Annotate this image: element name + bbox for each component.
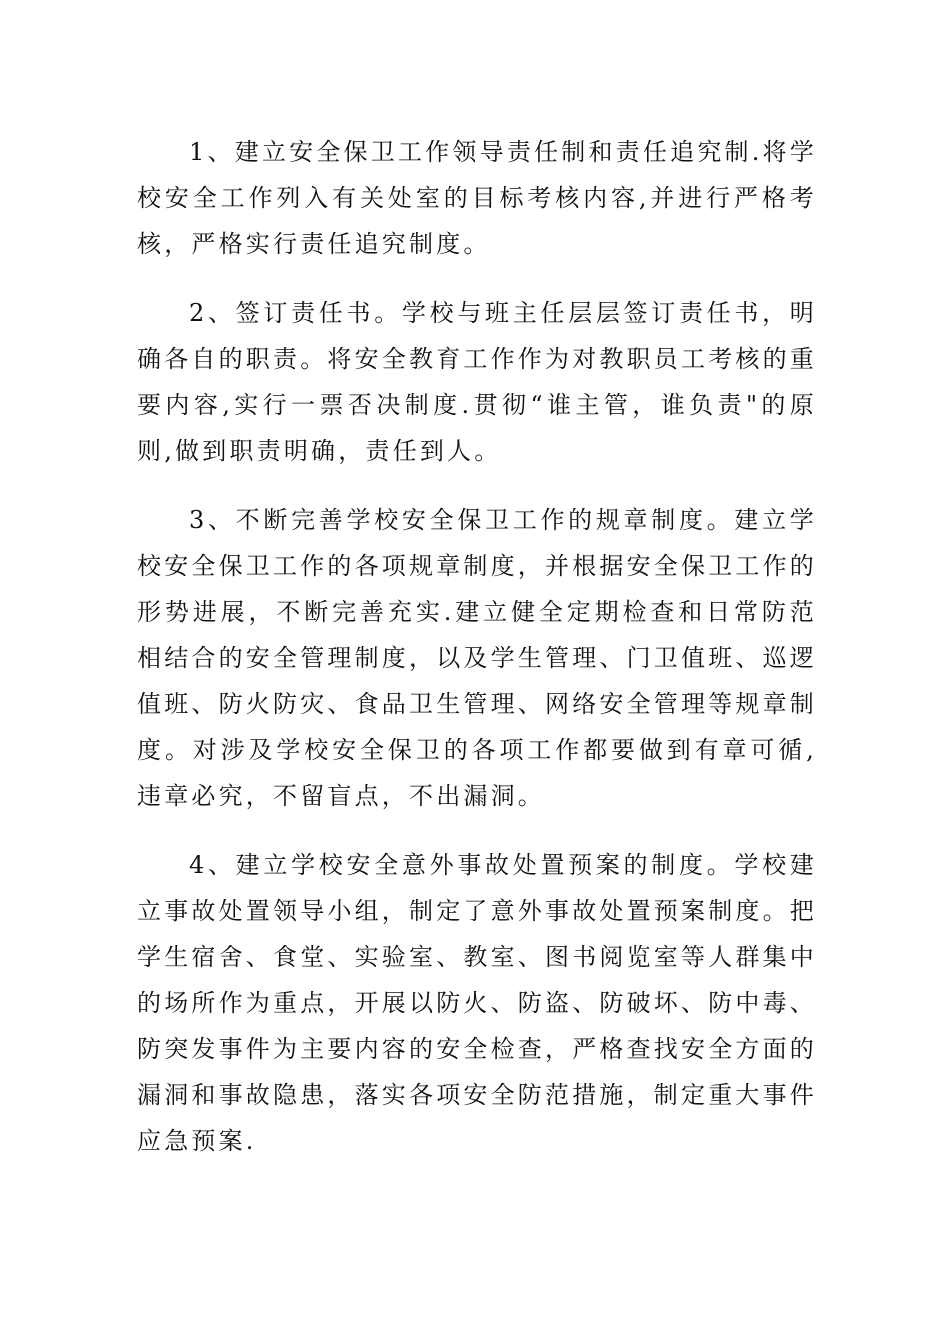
paragraph-2: 2、签订责任书。学校与班主任层层签订责任书，明确各自的职责。将安全教育工作作为对教职员工考核的重要内容,实行一票否决制度.贯彻“谁主管，谁负责"的原则,做到职责明确，责任到人。: [137, 299, 817, 465]
paragraph-1: 1、建立安全保卫工作领导责任制和责任追究制.将学校安全工作列入有关处室的目标考核内容,并进行严格考核，严格实行责任追究制度。: [137, 138, 817, 258]
paragraph-4: 4、建立学校安全意外事故处置预案的制度。学校建立事故处置领导小组，制定了意外事故处置预案制度。把学生宿舍、食堂、实验室、教室、图书阅览室等人群集中的场所作为重点，开展以防火、防盗、防破坏、防中毒、防突发事件为主要内容的安全检查，严格查找安全方面的漏洞和事故隐患，落实各项安全防范措施，制定重大事件应急预案.: [137, 851, 817, 1155]
document-body: [137, 129, 817, 1187]
paragraph-3: 3、不断完善学校安全保卫工作的规章制度。建立学校安全保卫工作的各项规章制度，并根据安全保卫工作的形势进展，不断完善充实.建立健全定期检查和日常防范相结合的安全管理制度，以及学生管理、门卫值班、巡逻值班、防火防灾、食品卫生管理、网络安全管理等规章制度。对涉及学校安全保卫的各项工作都要做到有章可循,违章必究，不留盲点，不出漏洞。: [137, 506, 817, 810]
